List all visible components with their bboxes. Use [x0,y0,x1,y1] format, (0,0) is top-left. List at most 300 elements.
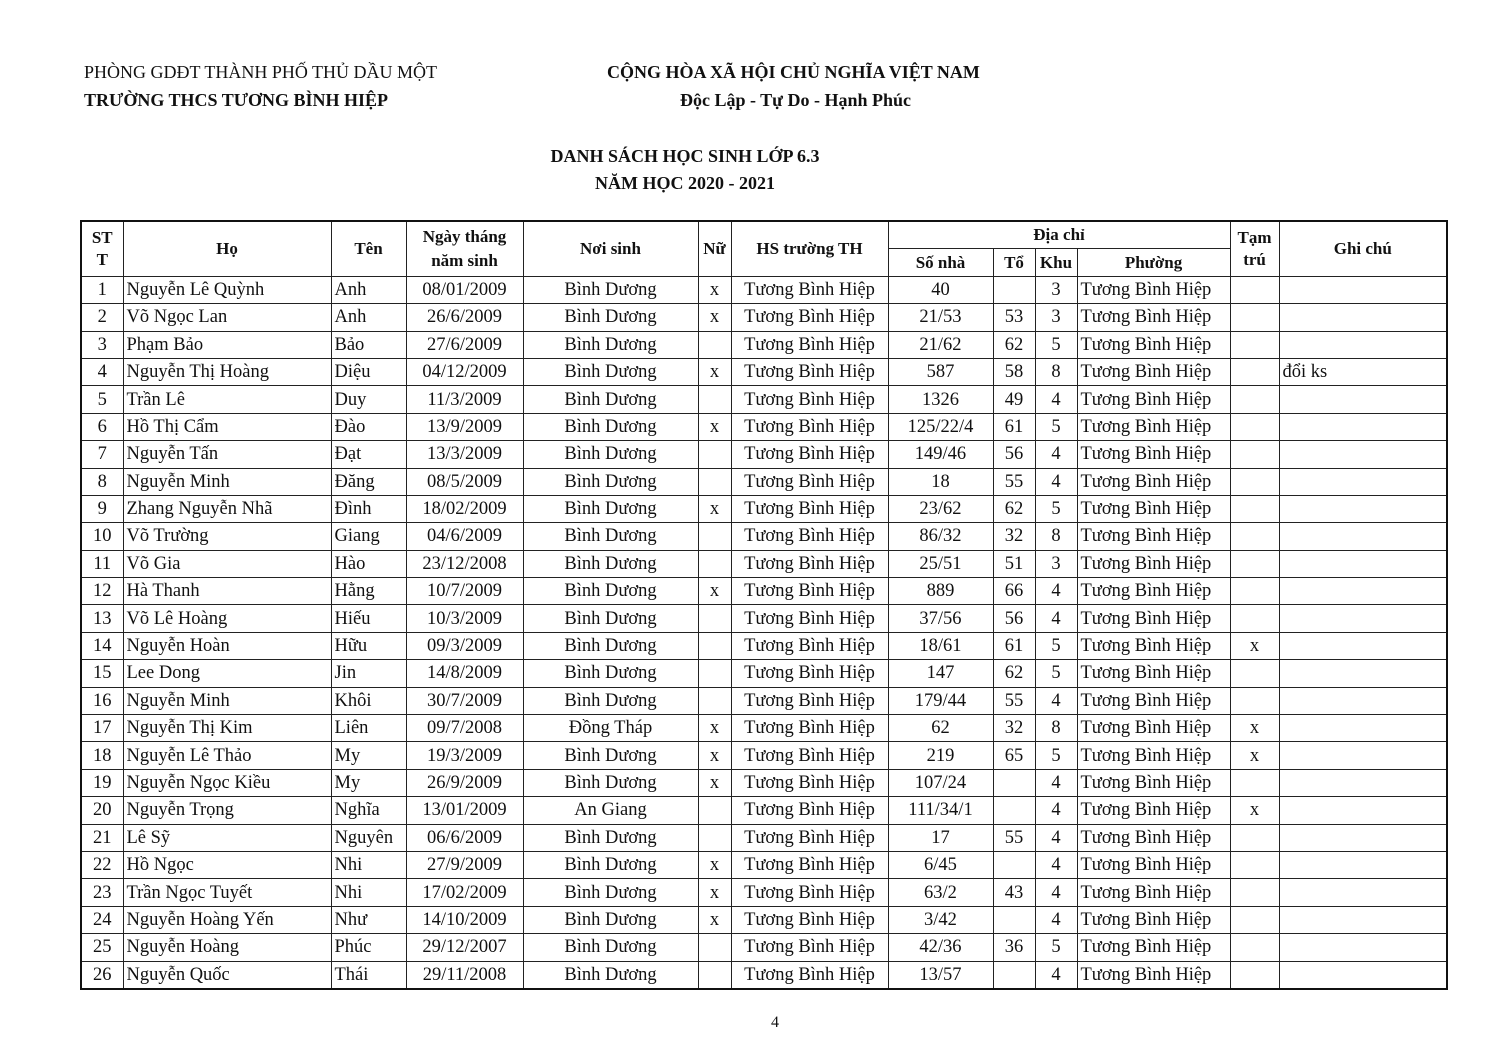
cell-khu: 4 [1035,386,1077,413]
cell-ngay-sinh: 09/3/2009 [406,632,523,659]
cell-ho: Võ Lê Hoàng [123,605,331,632]
cell-phuong: Tương Bình Hiệp [1077,934,1230,961]
cell-ten: Nhi [331,851,406,878]
cell-ngay-sinh: 09/7/2008 [406,715,523,742]
cell-noi-sinh: Bình Dương [523,632,698,659]
cell-noi-sinh: Bình Dương [523,276,698,303]
cell-noi-sinh: Bình Dương [523,550,698,577]
cell-ten: Bảo [331,331,406,358]
cell-ten: Anh [331,304,406,331]
cell-nu [698,632,731,659]
table-row [81,660,1447,687]
cell-ngay-sinh: 04/12/2009 [406,358,523,385]
school-name: TRƯỜNG THCS TƯƠNG BÌNH HIỆP [84,90,389,110]
cell-ngay-sinh: 29/12/2007 [406,934,523,961]
cell-ngay-sinh: 13/01/2009 [406,797,523,824]
cell-nu [698,961,731,989]
cell-to [993,851,1035,878]
school-year: NĂM HỌC 2020 - 2021 [595,173,775,193]
cell-truong-th: Tương Bình Hiệp [731,879,888,906]
cell-so-nha: 107/24 [888,769,993,796]
cell-truong-th: Tương Bình Hiệp [731,495,888,522]
cell-khu: 4 [1035,824,1077,851]
cell-stt: 19 [81,769,123,796]
cell-tam-tru [1230,386,1279,413]
cell-nu: x [698,769,731,796]
document-title: DANH SÁCH HỌC SINH LỚP 6.3 [550,146,820,166]
cell-so-nha: 111/34/1 [888,797,993,824]
col-ten: Tên [331,221,406,276]
cell-truong-th: Tương Bình Hiệp [731,632,888,659]
table-row [81,468,1447,495]
cell-khu: 4 [1035,468,1077,495]
cell-nu [698,331,731,358]
cell-ho: Nguyễn Tấn [123,441,331,468]
cell-to [993,906,1035,933]
cell-ngay-sinh: 26/6/2009 [406,304,523,331]
cell-truong-th: Tương Bình Hiệp [731,797,888,824]
cell-khu: 8 [1035,715,1077,742]
cell-noi-sinh: Bình Dương [523,578,698,605]
cell-ten: Hào [331,550,406,577]
cell-stt: 22 [81,851,123,878]
cell-stt: 4 [81,358,123,385]
cell-truong-th: Tương Bình Hiệp [731,441,888,468]
cell-stt: 25 [81,934,123,961]
cell-truong-th: Tương Bình Hiệp [731,687,888,714]
cell-ngay-sinh: 30/7/2009 [406,687,523,714]
cell-to: 58 [993,358,1035,385]
cell-ho: Lee Dong [123,660,331,687]
cell-ho: Nguyễn Ngọc Kiều [123,769,331,796]
cell-stt: 18 [81,742,123,769]
cell-nu [698,824,731,851]
cell-phuong: Tương Bình Hiệp [1077,742,1230,769]
cell-noi-sinh: Bình Dương [523,468,698,495]
cell-noi-sinh: Bình Dương [523,687,698,714]
cell-so-nha: 219 [888,742,993,769]
cell-noi-sinh: Bình Dương [523,879,698,906]
cell-phuong: Tương Bình Hiệp [1077,687,1230,714]
cell-nu [698,523,731,550]
cell-ngay-sinh: 04/6/2009 [406,523,523,550]
cell-ngay-sinh: 29/11/2008 [406,961,523,989]
cell-truong-th: Tương Bình Hiệp [731,934,888,961]
cell-phuong: Tương Bình Hiệp [1077,523,1230,550]
cell-khu: 4 [1035,961,1077,989]
cell-phuong: Tương Bình Hiệp [1077,851,1230,878]
cell-ngay-sinh: 10/3/2009 [406,605,523,632]
col-phuong: Phường [1077,249,1230,276]
cell-phuong: Tương Bình Hiệp [1077,715,1230,742]
cell-tam-tru: x [1230,742,1279,769]
cell-khu: 8 [1035,523,1077,550]
cell-phuong: Tương Bình Hiệp [1077,578,1230,605]
cell-tam-tru [1230,824,1279,851]
cell-stt: 7 [81,441,123,468]
cell-ghi-chu [1279,906,1447,933]
department-name: PHÒNG GDĐT THÀNH PHỐ THỦ DẦU MỘT [84,62,438,82]
cell-truong-th: Tương Bình Hiệp [731,961,888,989]
cell-ngay-sinh: 17/02/2009 [406,879,523,906]
cell-khu: 5 [1035,632,1077,659]
cell-ho: Hà Thanh [123,578,331,605]
cell-ho: Võ Gia [123,550,331,577]
cell-tam-tru: x [1230,797,1279,824]
table-row [81,961,1447,989]
col-noi-sinh: Nơi sinh [523,221,698,276]
cell-to: 62 [993,331,1035,358]
cell-truong-th: Tương Bình Hiệp [731,413,888,440]
cell-ho: Lê Sỹ [123,824,331,851]
cell-tam-tru [1230,605,1279,632]
cell-ghi-chu [1279,386,1447,413]
table-row [81,851,1447,878]
cell-stt: 11 [81,550,123,577]
cell-khu: 4 [1035,879,1077,906]
cell-khu: 4 [1035,906,1077,933]
cell-ten: Đình [331,495,406,522]
cell-tam-tru [1230,934,1279,961]
cell-ngay-sinh: 14/10/2009 [406,906,523,933]
cell-stt: 13 [81,605,123,632]
cell-ghi-chu [1279,660,1447,687]
cell-truong-th: Tương Bình Hiệp [731,523,888,550]
cell-nu [698,605,731,632]
cell-ghi-chu [1279,851,1447,878]
cell-stt: 20 [81,797,123,824]
cell-ngay-sinh: 10/7/2009 [406,578,523,605]
cell-ghi-chu [1279,715,1447,742]
col-hs-truong-th: HS trường TH [731,221,888,276]
cell-ho: Nguyễn Hoàng Yến [123,906,331,933]
cell-so-nha: 6/45 [888,851,993,878]
cell-ghi-chu [1279,468,1447,495]
cell-ghi-chu [1279,331,1447,358]
cell-to: 55 [993,687,1035,714]
cell-ho: Trần Ngọc Tuyết [123,879,331,906]
cell-phuong: Tương Bình Hiệp [1077,605,1230,632]
cell-ghi-chu [1279,961,1447,989]
col-dia-chi: Địa chỉ [888,221,1230,249]
cell-ghi-chu [1279,495,1447,522]
cell-noi-sinh: Bình Dương [523,660,698,687]
cell-phuong: Tương Bình Hiệp [1077,413,1230,440]
table-row [81,550,1447,577]
cell-stt: 15 [81,660,123,687]
cell-so-nha: 18/61 [888,632,993,659]
cell-to [993,797,1035,824]
cell-stt: 1 [81,276,123,303]
cell-ngay-sinh: 11/3/2009 [406,386,523,413]
cell-truong-th: Tương Bình Hiệp [731,605,888,632]
cell-tam-tru: x [1230,632,1279,659]
cell-so-nha: 147 [888,660,993,687]
cell-khu: 5 [1035,934,1077,961]
cell-ghi-chu [1279,687,1447,714]
cell-stt: 6 [81,413,123,440]
cell-noi-sinh: Bình Dương [523,413,698,440]
table-row [81,578,1447,605]
cell-tam-tru [1230,331,1279,358]
cell-ho: Trần Lê [123,386,331,413]
cell-tam-tru [1230,961,1279,989]
cell-truong-th: Tương Bình Hiệp [731,769,888,796]
cell-truong-th: Tương Bình Hiệp [731,742,888,769]
cell-stt: 10 [81,523,123,550]
cell-nu [698,386,731,413]
cell-to: 32 [993,523,1035,550]
cell-truong-th: Tương Bình Hiệp [731,660,888,687]
cell-truong-th: Tương Bình Hiệp [731,276,888,303]
cell-phuong: Tương Bình Hiệp [1077,386,1230,413]
cell-to: 66 [993,578,1035,605]
cell-ghi-chu [1279,578,1447,605]
cell-phuong: Tương Bình Hiệp [1077,769,1230,796]
cell-khu: 4 [1035,578,1077,605]
cell-truong-th: Tương Bình Hiệp [731,304,888,331]
cell-nu: x [698,851,731,878]
cell-stt: 3 [81,331,123,358]
cell-ngay-sinh: 26/9/2009 [406,769,523,796]
cell-truong-th: Tương Bình Hiệp [731,851,888,878]
cell-ten: Thái [331,961,406,989]
cell-ten: My [331,769,406,796]
cell-ten: Đào [331,413,406,440]
col-so-nha: Số nhà [888,249,993,276]
cell-nu: x [698,578,731,605]
cell-ten: Liên [331,715,406,742]
cell-nu: x [698,742,731,769]
national-title: CỘNG HÒA XÃ HỘI CHỦ NGHĨA VIỆT NAM [607,62,980,82]
table-row [81,797,1447,824]
cell-ho: Nguyễn Quốc [123,961,331,989]
cell-noi-sinh: Bình Dương [523,851,698,878]
cell-truong-th: Tương Bình Hiệp [731,358,888,385]
cell-noi-sinh: Bình Dương [523,386,698,413]
cell-ho: Nguyễn Minh [123,468,331,495]
cell-stt: 9 [81,495,123,522]
cell-to: 55 [993,824,1035,851]
cell-nu: x [698,906,731,933]
cell-ho: Hồ Thị Cẩm [123,413,331,440]
cell-ten: Khôi [331,687,406,714]
cell-ten: Duy [331,386,406,413]
cell-ho: Nguyễn Thị Kim [123,715,331,742]
cell-so-nha: 37/56 [888,605,993,632]
cell-noi-sinh: Bình Dương [523,906,698,933]
cell-to: 61 [993,413,1035,440]
col-nu: Nữ [698,221,731,276]
cell-nu [698,441,731,468]
cell-phuong: Tương Bình Hiệp [1077,961,1230,989]
cell-tam-tru [1230,550,1279,577]
table-row [81,824,1447,851]
cell-nu: x [698,358,731,385]
table-row [81,276,1447,303]
cell-truong-th: Tương Bình Hiệp [731,578,888,605]
cell-noi-sinh: Bình Dương [523,769,698,796]
cell-so-nha: 63/2 [888,879,993,906]
cell-to: 61 [993,632,1035,659]
cell-ho: Nguyễn Lê Thảo [123,742,331,769]
cell-khu: 4 [1035,687,1077,714]
cell-noi-sinh: Bình Dương [523,523,698,550]
table-row [81,687,1447,714]
cell-tam-tru [1230,578,1279,605]
cell-tam-tru [1230,276,1279,303]
cell-nu: x [698,495,731,522]
cell-so-nha: 1326 [888,386,993,413]
cell-ghi-chu [1279,934,1447,961]
cell-to: 56 [993,441,1035,468]
cell-to: 56 [993,605,1035,632]
col-tam-tru: Tạm trú [1230,221,1279,276]
cell-phuong: Tương Bình Hiệp [1077,550,1230,577]
cell-phuong: Tương Bình Hiệp [1077,632,1230,659]
cell-khu: 4 [1035,441,1077,468]
table-row [81,413,1447,440]
cell-so-nha: 21/62 [888,331,993,358]
cell-so-nha: 25/51 [888,550,993,577]
cell-to: 43 [993,879,1035,906]
cell-tam-tru [1230,468,1279,495]
cell-khu: 8 [1035,358,1077,385]
cell-ghi-chu [1279,824,1447,851]
cell-ghi-chu [1279,304,1447,331]
cell-ghi-chu [1279,276,1447,303]
cell-ten: Hằng [331,578,406,605]
cell-to [993,276,1035,303]
cell-nu [698,550,731,577]
cell-ho: Nguyễn Lê Quỳnh [123,276,331,303]
cell-phuong: Tương Bình Hiệp [1077,468,1230,495]
cell-ghi-chu [1279,742,1447,769]
cell-phuong: Tương Bình Hiệp [1077,276,1230,303]
cell-noi-sinh: Bình Dương [523,824,698,851]
cell-ghi-chu [1279,632,1447,659]
cell-nu: x [698,413,731,440]
cell-ho: Nguyễn Hoàng [123,934,331,961]
cell-noi-sinh: Bình Dương [523,358,698,385]
cell-so-nha: 40 [888,276,993,303]
cell-ho: Nguyễn Hoàn [123,632,331,659]
cell-phuong: Tương Bình Hiệp [1077,441,1230,468]
cell-tam-tru [1230,906,1279,933]
cell-khu: 3 [1035,276,1077,303]
col-ngay-sinh: Ngày tháng năm sinh [406,221,523,276]
cell-to: 55 [993,468,1035,495]
cell-tam-tru [1230,413,1279,440]
cell-tam-tru [1230,687,1279,714]
cell-truong-th: Tương Bình Hiệp [731,331,888,358]
cell-so-nha: 42/36 [888,934,993,961]
cell-tam-tru [1230,358,1279,385]
table-row [81,879,1447,906]
cell-to: 53 [993,304,1035,331]
cell-nu: x [698,304,731,331]
cell-noi-sinh: Bình Dương [523,961,698,989]
cell-so-nha: 125/22/4 [888,413,993,440]
cell-khu: 4 [1035,851,1077,878]
cell-ho: Phạm Bảo [123,331,331,358]
cell-ten: Phúc [331,934,406,961]
cell-so-nha: 62 [888,715,993,742]
cell-stt: 21 [81,824,123,851]
cell-noi-sinh: Bình Dương [523,742,698,769]
cell-ten: Anh [331,276,406,303]
cell-so-nha: 179/44 [888,687,993,714]
cell-so-nha: 149/46 [888,441,993,468]
table-row [81,331,1447,358]
cell-ghi-chu [1279,879,1447,906]
cell-nu [698,687,731,714]
table-row [81,906,1447,933]
cell-khu: 5 [1035,660,1077,687]
cell-ten: Nguyên [331,824,406,851]
table-row [81,769,1447,796]
cell-stt: 14 [81,632,123,659]
cell-ten: Đăng [331,468,406,495]
cell-phuong: Tương Bình Hiệp [1077,331,1230,358]
cell-ten: Giang [331,523,406,550]
cell-truong-th: Tương Bình Hiệp [731,715,888,742]
cell-ghi-chu [1279,550,1447,577]
cell-stt: 12 [81,578,123,605]
cell-ten: Đạt [331,441,406,468]
cell-ghi-chu [1279,797,1447,824]
cell-ghi-chu [1279,441,1447,468]
col-to: Tổ [993,249,1035,276]
table-row [81,605,1447,632]
table-row [81,495,1447,522]
cell-nu [698,660,731,687]
table-row [81,441,1447,468]
col-khu: Khu [1035,249,1077,276]
cell-stt: 24 [81,906,123,933]
table-row [81,358,1447,385]
cell-ghi-chu [1279,413,1447,440]
cell-tam-tru [1230,495,1279,522]
cell-phuong: Tương Bình Hiệp [1077,797,1230,824]
cell-ho: Zhang Nguyễn Nhã [123,495,331,522]
cell-stt: 16 [81,687,123,714]
cell-ghi-chu [1279,523,1447,550]
cell-ten: Hữu [331,632,406,659]
cell-ngay-sinh: 19/3/2009 [406,742,523,769]
national-motto: Độc Lập - Tự Do - Hạnh Phúc [680,90,912,110]
cell-truong-th: Tương Bình Hiệp [731,824,888,851]
cell-to [993,961,1035,989]
cell-ngay-sinh: 23/12/2008 [406,550,523,577]
cell-so-nha: 13/57 [888,961,993,989]
cell-so-nha: 3/42 [888,906,993,933]
cell-ho: Nguyễn Thị Hoàng [123,358,331,385]
cell-stt: 2 [81,304,123,331]
cell-so-nha: 889 [888,578,993,605]
cell-khu: 5 [1035,742,1077,769]
cell-truong-th: Tương Bình Hiệp [731,468,888,495]
cell-so-nha: 18 [888,468,993,495]
cell-khu: 5 [1035,495,1077,522]
cell-stt: 23 [81,879,123,906]
cell-noi-sinh: Bình Dương [523,441,698,468]
cell-noi-sinh: Bình Dương [523,605,698,632]
table-row [81,523,1447,550]
cell-so-nha: 17 [888,824,993,851]
cell-ten: Nghĩa [331,797,406,824]
cell-to: 32 [993,715,1035,742]
